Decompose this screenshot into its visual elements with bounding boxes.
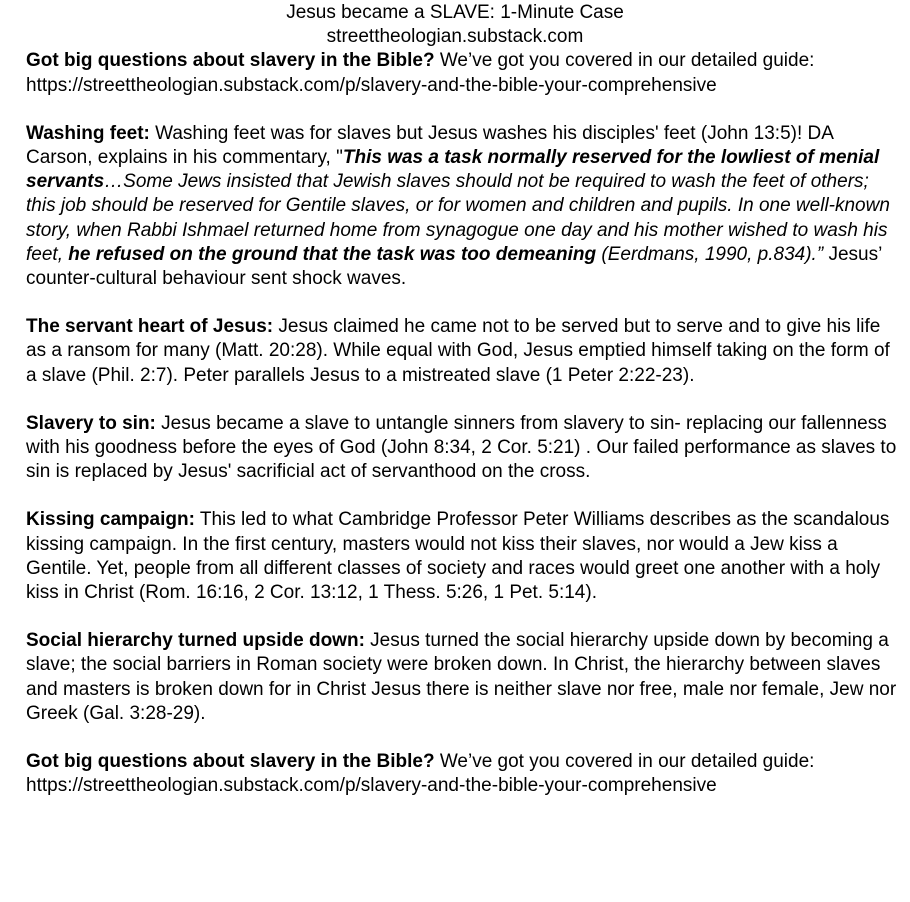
outro-label: Got big questions about slavery in the Bible? — [26, 751, 435, 773]
social-hierarchy-text: Jesus turned the social hierarchy upside down by becoming a slave; the social barriers in Roman society were broken down. In Christ, the hierarchy between slaves and masters is broken down for in Christ Jesus there is neither slave nor free, male nor female, Jew nor Greek (Gal. 3:28-29). — [26, 630, 897, 724]
washing-feet-label: Washing feet: — [26, 122, 150, 144]
servant-heart-text: Jesus claimed he came not to be served but to serve and to give his life as a ransom for many (Matt. 20:28). While equal with God, Jesus emptied himself taking on the form of a slave (Phil. 2:7). Peter parallels Jesus to a mistreated slave (1 Peter 2:22-23). — [26, 316, 890, 386]
intro-text: We’ve got you covered in our detailed guide: — [434, 50, 815, 72]
washing-feet-conclusion: Jesus’ counter-cultural behaviour sent shock waves. — [26, 243, 882, 290]
social-hierarchy-label: Social hierarchy turned upside down: — [26, 630, 365, 652]
document-subtitle: streettheologian.substack.com — [326, 26, 584, 48]
outro-text: We’ve got you covered in our detailed guide: — [434, 751, 815, 773]
social-hierarchy-paragraph — [26, 629, 902, 726]
kissing-campaign-label: Kissing campaign: — [26, 509, 195, 531]
washing-feet-paragraph — [26, 122, 902, 291]
outro-guide-link[interactable]: https://streettheologian.substack.com/p/slavery-and-the-bible-your-comprehensive — [26, 775, 717, 797]
slavery-to-sin-label: Slavery to sin: — [26, 412, 156, 434]
carson-quote-bold-2: he refused on the ground that the task was too demeaning — [68, 243, 597, 265]
washing-feet-text: Washing feet was for slaves but Jesus washes his disciples' feet (John 13:5)! DA Carson, explains in his commentary, " — [26, 122, 833, 169]
carson-quote-italic-1: …Some Jews insisted that Jewish slaves should not be required to wash the feet of others; this job should be reserved for Gentile slaves, or for women and children and pupils. In one well-known story, when Rabbi Ishmael returned home from synagogue one day and his mother wished to wash his feet, — [26, 171, 890, 265]
outro-paragraph — [26, 750, 902, 798]
servant-heart-label: The servant heart of Jesus: — [26, 316, 274, 338]
slavery-to-sin-paragraph — [26, 412, 902, 485]
servant-heart-paragraph — [26, 315, 902, 388]
slavery-to-sin-text: Jesus became a slave to untangle sinners from slavery to sin- replacing our fallenness with his goodness before the eyes of God (John 8:34, 2 Cor. 5:21) . Our failed performance as slaves to sin is replaced by Jesus' sacrificial act of servanthood on the cross. — [26, 412, 897, 483]
intro-paragraph — [26, 49, 902, 97]
intro-guide-link[interactable]: https://streettheologian.substack.com/p/slavery-and-the-bible-your-comprehensive — [26, 74, 717, 96]
document-title: Jesus became a SLAVE: 1-Minute Case — [286, 2, 624, 23]
intro-label: Got big questions about slavery in the Bible? — [26, 50, 435, 72]
document-header — [0, 0, 910, 49]
kissing-campaign-paragraph — [26, 508, 902, 605]
carson-quote-bold-1: This was a task normally reserved for the lowliest of menial servants — [26, 147, 880, 193]
carson-quote-citation: (Eerdmans, 1990, p.834).” — [596, 243, 824, 265]
kissing-campaign-text: This led to what Cambridge Professor Peter Williams describes as the scandalous kissing campaign. In the first century, masters would not kiss their slaves, nor would a Jew kiss a Gentile. Yet, people from all different classes of society and races would greet one another with a holy kiss in Christ (Rom. 16:16, 2 Cor. 13:12, 1 Thess. 5:26, 1 Pet. 5:14). — [26, 509, 890, 604]
